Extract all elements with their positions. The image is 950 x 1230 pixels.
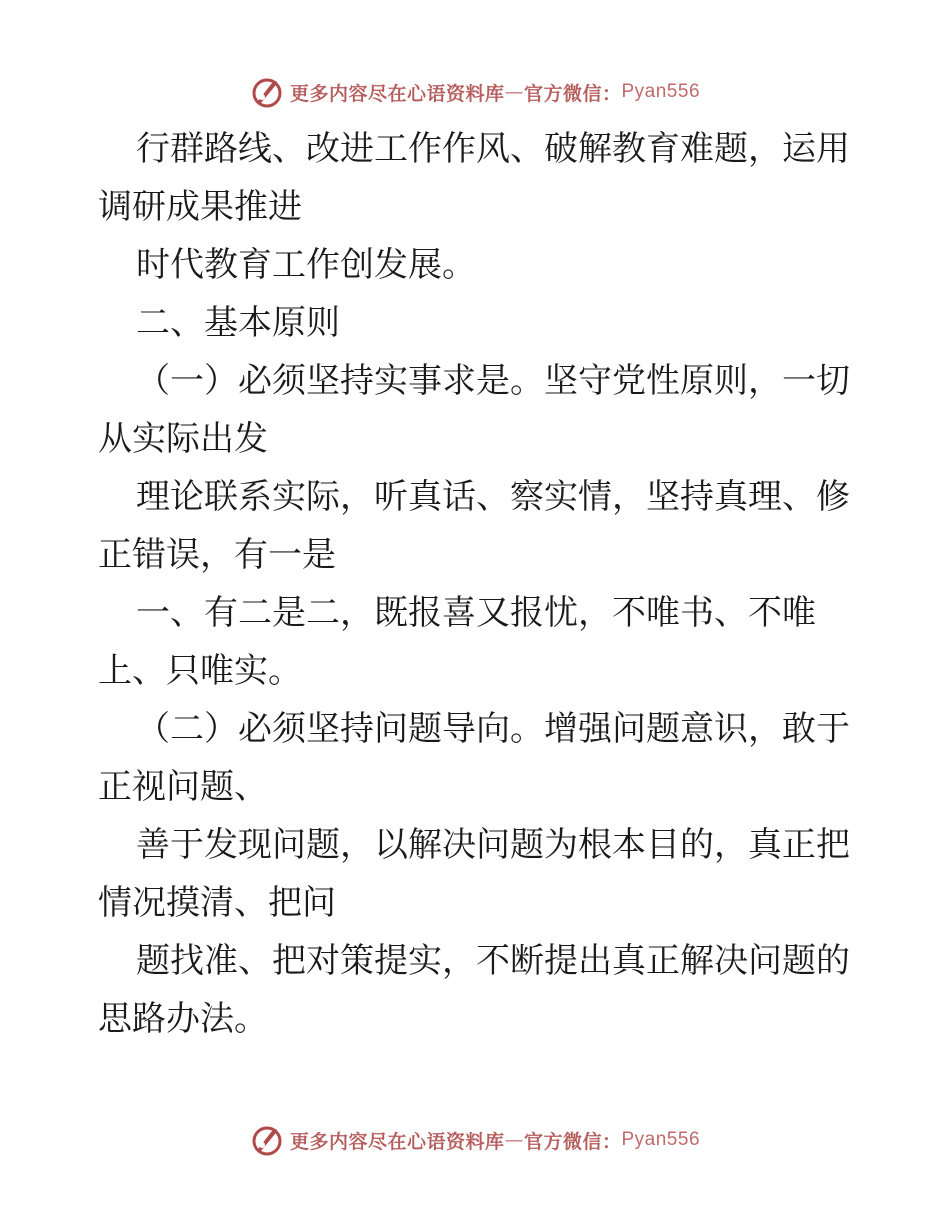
watermark-suffix: 官方微信： (523, 82, 622, 105)
paragraph-4: 理论联系实际，听真话、察实情，坚持真理、修正错误，有一是 (98, 477, 850, 575)
paragraph-7: 善于发现问题，以解决问题为根本目的，真正把情况摸清、把问 (98, 825, 850, 923)
watermark-account: Pyan556 (621, 1129, 701, 1150)
paragraph-2: 时代教育工作创发展。 (136, 245, 476, 285)
section-heading-basic-principles: 二、基本原则 (136, 303, 340, 343)
footer-watermark (0, 1120, 950, 1160)
quill-pen-logo-icon (250, 75, 284, 109)
quill-pen-logo-icon (250, 1123, 284, 1157)
watermark-separator: — (504, 81, 524, 103)
watermark-suffix: 官方微信： (523, 1130, 622, 1153)
watermark-prefix: 更多内容尽在心语资料库 (289, 82, 505, 105)
watermark-prefix: 更多内容尽在心语资料库 (289, 1130, 505, 1153)
document-body (98, 120, 858, 1048)
paragraph-3: （一）必须坚持实事求是。坚守党性原则，一切从实际出发 (98, 361, 850, 459)
paragraph-5: 一、有二是二，既报喜又报忧，不唯书、不唯上、只唯实。 (98, 593, 816, 691)
paragraph-8: 题找准、把对策提实，不断提出真正解决问题的思路办法。 (98, 941, 850, 1039)
header-watermark (0, 72, 950, 112)
paragraph-1: 行群路线、改进工作作风、破解教育难题，运用调研成果推进 (98, 129, 850, 227)
paragraph-6: （二）必须坚持问题导向。增强问题意识，敢于正视问题、 (98, 709, 850, 807)
watermark-account: Pyan556 (621, 81, 701, 102)
watermark-separator: — (504, 1129, 524, 1151)
